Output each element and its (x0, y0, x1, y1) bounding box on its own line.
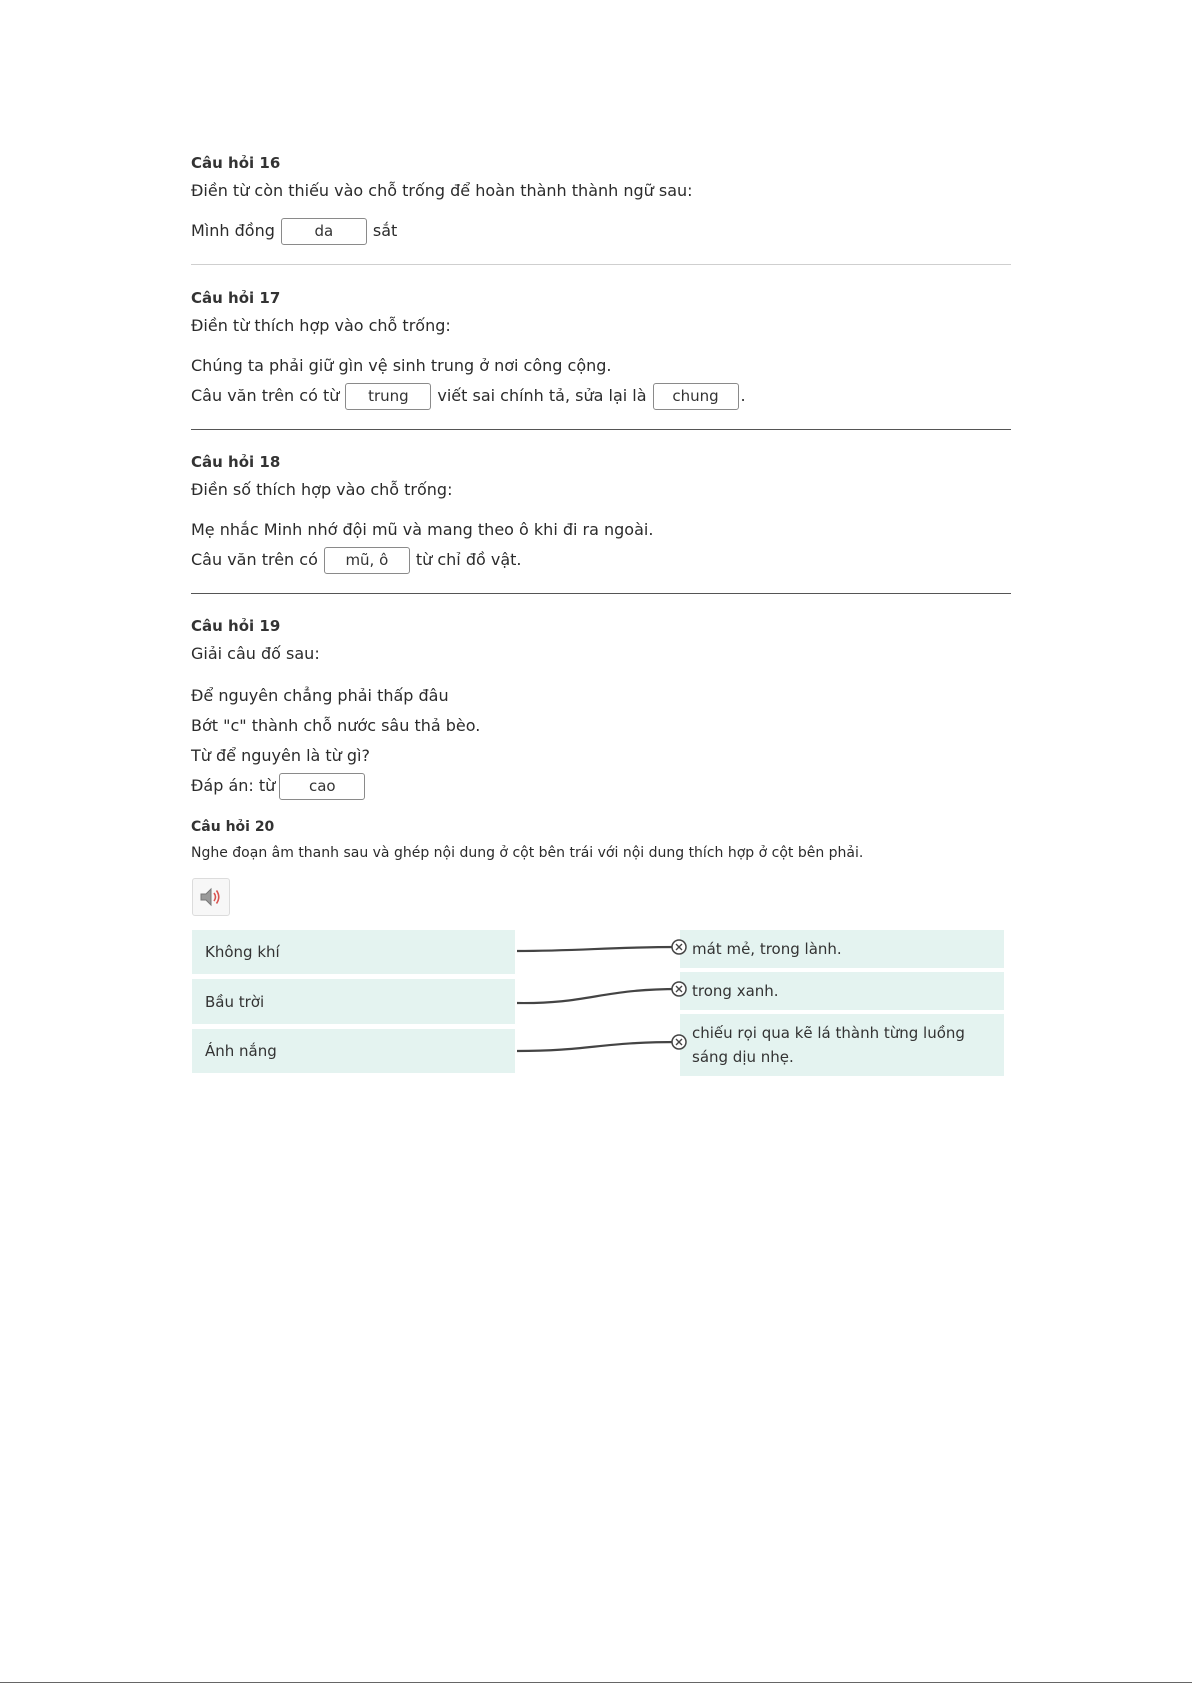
text-after: từ chỉ đồ vật. (415, 550, 522, 569)
remove-link-icon (672, 940, 686, 954)
text-before: Mình đồng (191, 221, 275, 240)
riddle-line: Bớt "c" thành chỗ nước sâu thả bèo. (191, 716, 481, 735)
match-left-label: Không khí (205, 943, 280, 961)
question-prompt: Nghe đoạn âm thanh sau và ghép nội dung ở cột bên trái với nội dung thích hợp ở cột bên phải. (191, 845, 864, 861)
riddle-line: Từ để nguyên là từ gì? (191, 746, 370, 765)
question-title: Câu hỏi 17 (191, 289, 281, 307)
text-after: sắt (372, 221, 398, 240)
match-left-label: Bầu trời (205, 992, 265, 1011)
remove-link-icon (672, 1035, 686, 1049)
answer-input[interactable]: da (281, 218, 367, 245)
text-before: Câu văn trên có (191, 550, 318, 569)
question-title: Câu hỏi 18 (191, 453, 281, 471)
match-right-label: chiếu rọi qua kẽ lá thành từng luồng sáng dịu nhẹ. (692, 1024, 965, 1066)
text-middle: viết sai chính tả, sửa lại là (437, 386, 647, 405)
question-title: Câu hỏi 19 (191, 617, 281, 635)
connector-line (517, 1042, 679, 1051)
question-prompt: Điền số thích hợp vào chỗ trống: (191, 480, 453, 499)
match-left-label: Ánh nắng (205, 1042, 277, 1060)
question-title: Câu hỏi 20 (191, 819, 275, 835)
sentence: Chúng ta phải giữ gìn vệ sinh trung ở nơi công cộng. (191, 356, 612, 375)
answer-input[interactable]: cao (279, 773, 365, 800)
page-bottom-rule (0, 1682, 1192, 1683)
question-prompt: Điền từ thích hợp vào chỗ trống: (191, 316, 451, 335)
connector-line (517, 989, 679, 1003)
question-prompt: Giải câu đố sau: (191, 644, 320, 663)
question-title: Câu hỏi 16 (191, 154, 281, 172)
remove-link-icon (672, 982, 686, 996)
answer-input-correction[interactable]: chung (653, 383, 739, 410)
answer-input-wrong-word[interactable]: trung (345, 383, 431, 410)
connector-line (517, 947, 679, 951)
match-right-label: mát mẻ, trong lành. (692, 940, 842, 958)
answer-label: Đáp án: từ (191, 776, 276, 795)
sentence: Mẹ nhắc Minh nhớ đội mũ và mang theo ô khi đi ra ngoài. (191, 520, 654, 539)
riddle-line: Để nguyên chẳng phải thấp đâu (191, 686, 449, 705)
text-end: . (740, 386, 746, 405)
answer-input[interactable]: mũ, ô (324, 547, 410, 574)
text-before: Câu văn trên có từ (191, 386, 340, 405)
match-right-label: trong xanh. (692, 982, 779, 1000)
question-prompt: Điền từ còn thiếu vào chỗ trống để hoàn thành thành ngữ sau: (191, 181, 693, 200)
